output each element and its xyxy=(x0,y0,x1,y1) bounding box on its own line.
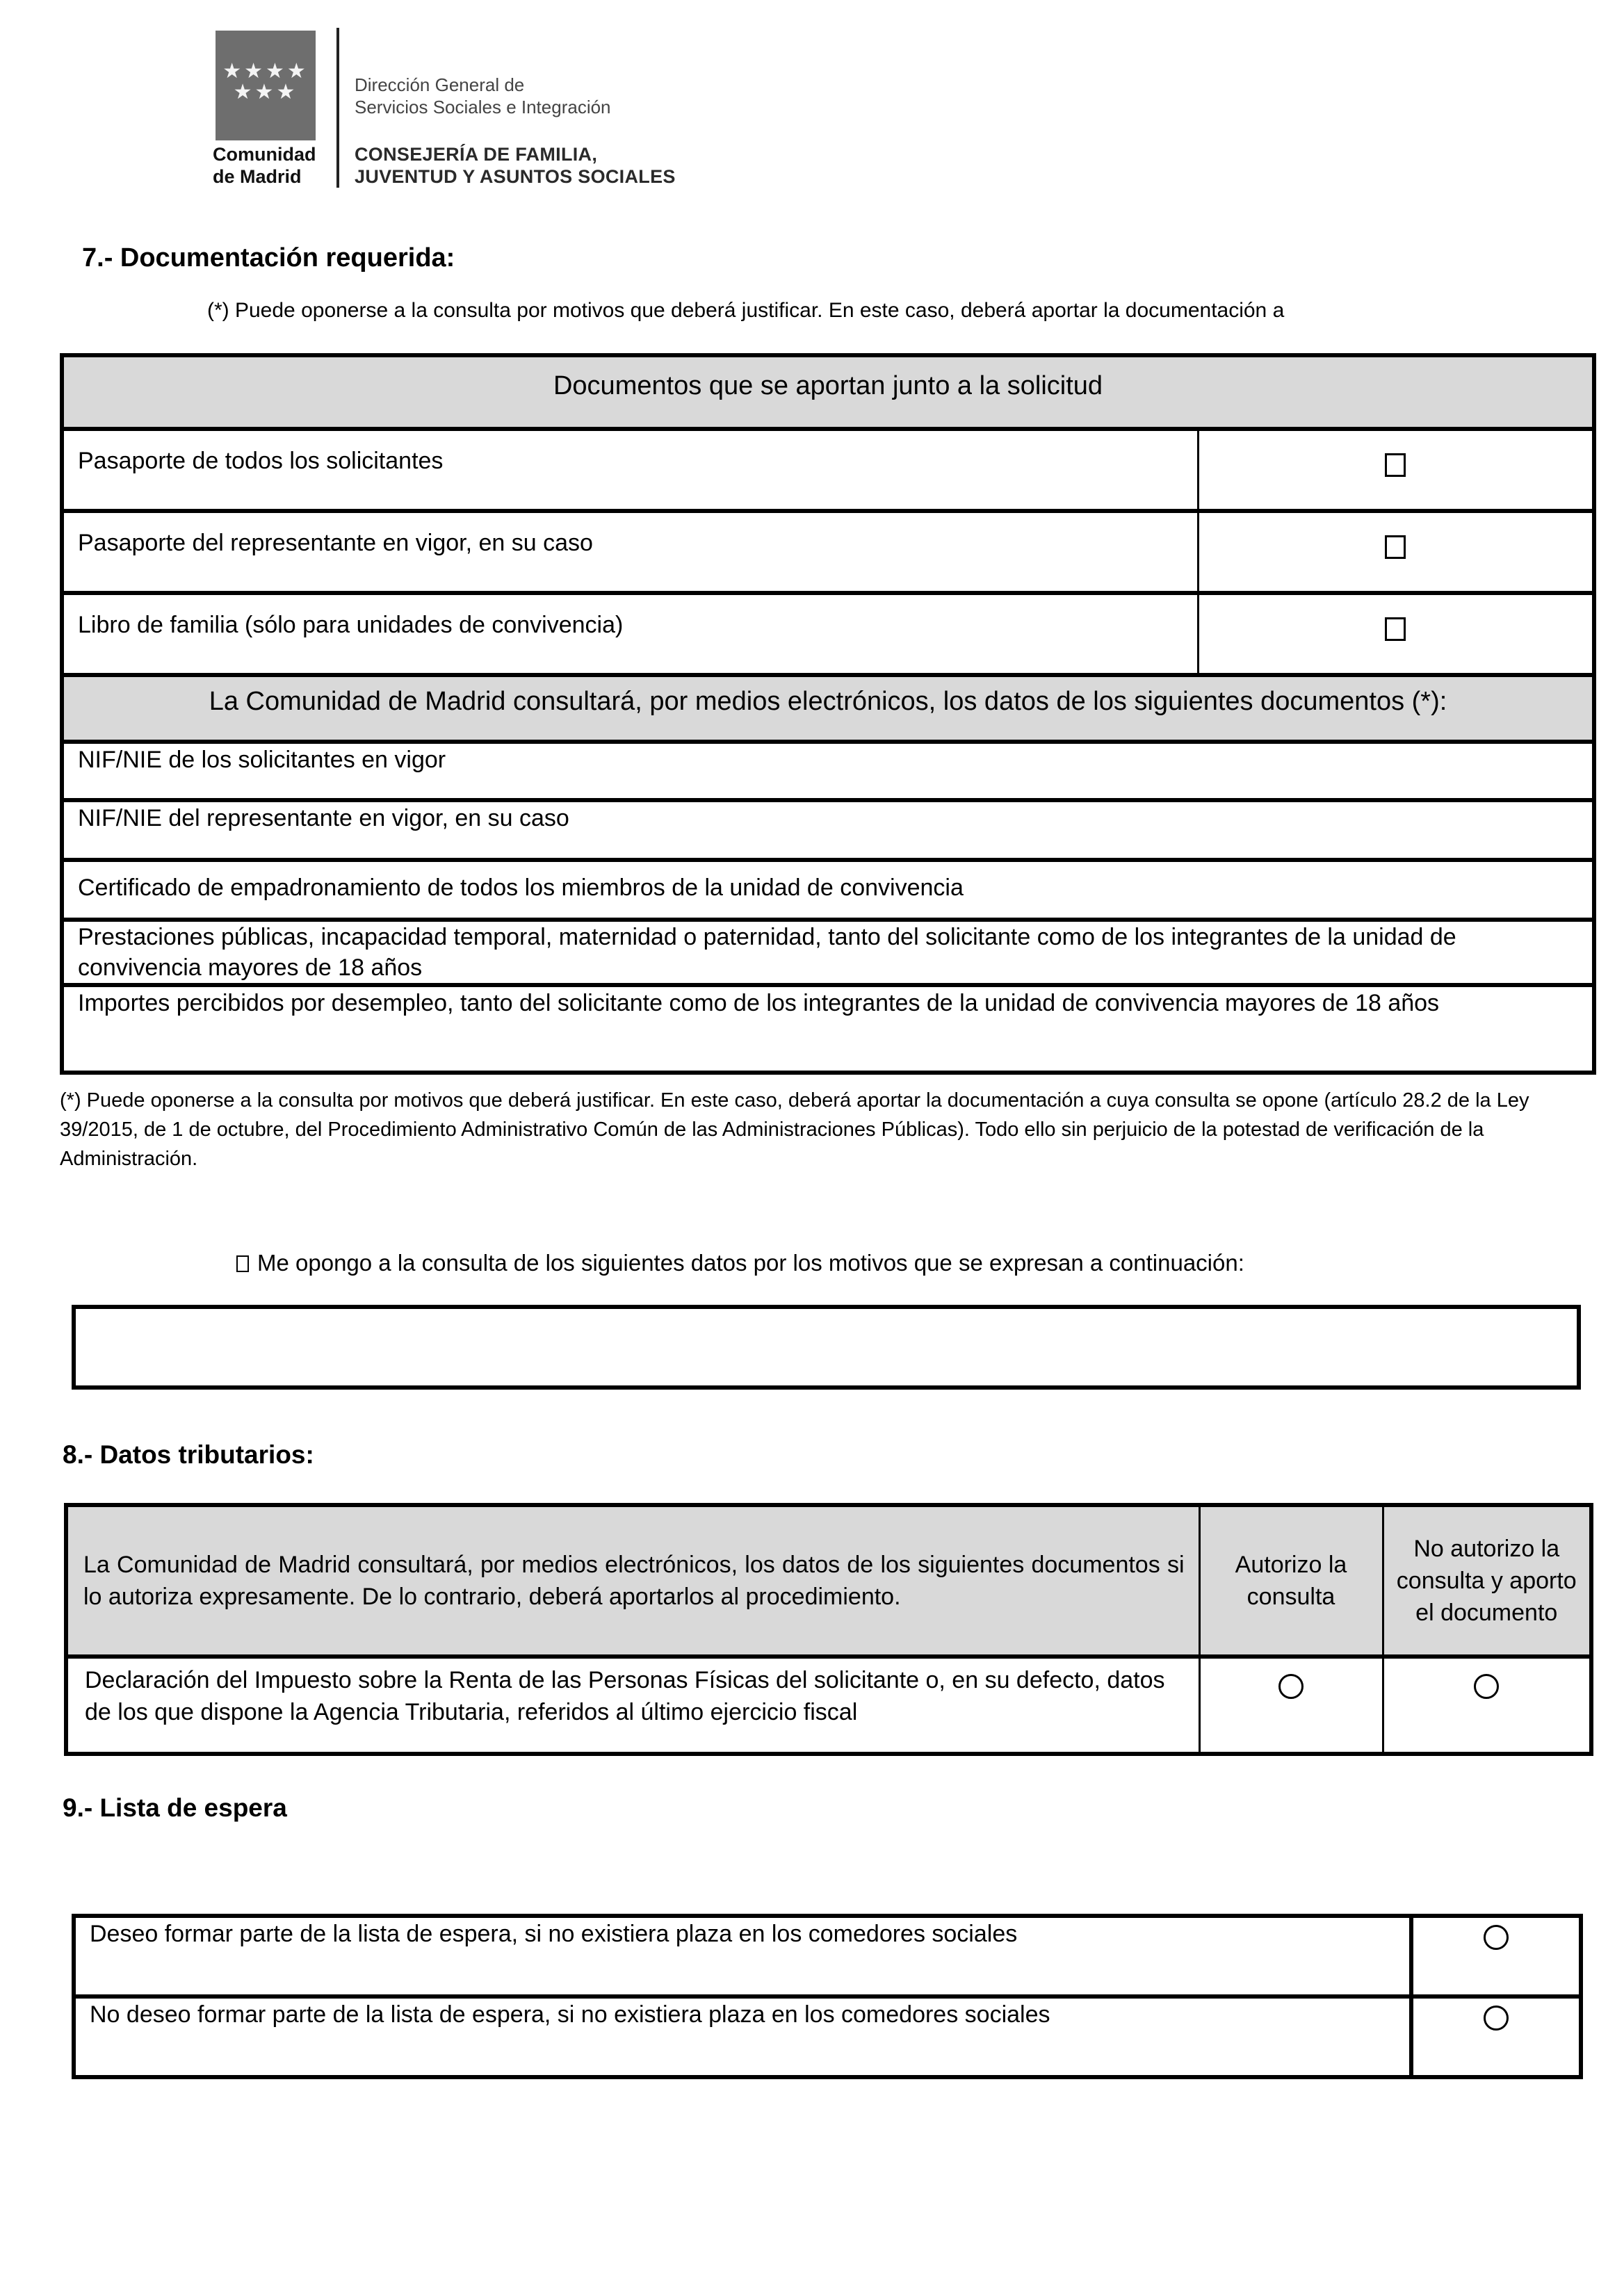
table-row xyxy=(62,429,1594,511)
waitlist-option-label: Deseo formar parte de la lista de espera, si no existiera plaza en los comedores sociales xyxy=(74,1916,1411,1996)
consejeria-line1: CONSEJERÍA DE FAMILIA, xyxy=(355,144,598,165)
table-row xyxy=(74,1916,1581,1996)
logo-name-line2: de Madrid xyxy=(213,166,302,187)
star-icons xyxy=(216,61,316,103)
section7-footnote: (*) Puede oponerse a la consulta por motivos que deberá justificar. En este caso, deberá aportar la documentación a cuya consulta se opone (artículo 28.2 de la Ley 39/2015, de 1 de octubre, del Procedimiento Administrativo Común de las Administraciones Públicas). Todo ello sin perjuicio de la potestad de verificación de la Administración. xyxy=(60,1089,1529,1170)
not-authorize-cell xyxy=(1383,1657,1591,1754)
table-row xyxy=(74,1996,1581,2077)
logo-name xyxy=(213,143,324,188)
authorize-radio[interactable] xyxy=(1278,1674,1304,1699)
family-book-checkbox[interactable] xyxy=(1385,617,1406,641)
section7-intro-note: (*) Puede oponerse a la consulta por motivos que deberá justificar. En este caso, deberá aportar la documentación a xyxy=(207,299,1285,322)
consejeria-line2: JUVENTUD Y ASUNTOS SOCIALES xyxy=(355,166,676,187)
not-authorize-radio[interactable] xyxy=(1474,1674,1499,1699)
table-row xyxy=(62,742,1594,800)
opposition-label: Me opongo a la consulta de los siguientes datos por los motivos que se expresan a continuación: xyxy=(257,1250,1244,1276)
stars-row-1: ★★★★ xyxy=(222,60,309,83)
join-waitlist-radio[interactable] xyxy=(1484,1925,1509,1950)
waitlist-option-label: No deseo formar parte de la lista de espera, si no existiera plaza en los comedores sociales xyxy=(74,1996,1411,2077)
passport-representative-checkbox[interactable] xyxy=(1385,535,1406,559)
consulted-doc: NIF/NIE de los solicitantes en vigor xyxy=(62,742,1594,800)
logo-divider xyxy=(336,28,339,188)
consulted-docs-header: La Comunidad de Madrid consultará, por medios electrónicos, los datos de los siguientes documentos (*): xyxy=(62,675,1594,742)
table-row xyxy=(62,511,1594,593)
tax-row-text: Declaración del Impuesto sobre la Renta de las Personas Físicas del solicitante o, en su defecto, datos de los que dispone la Agencia Tributaria, referidos al último ejercicio fiscal xyxy=(66,1657,1199,1754)
doc-label: Pasaporte de todos los solicitantes xyxy=(62,429,1198,511)
table-row xyxy=(62,800,1594,860)
section7-title: 7.- Documentación requerida: xyxy=(82,243,455,272)
doc-checkbox-cell xyxy=(1198,593,1594,675)
opposition-option xyxy=(236,1250,1244,1276)
stars-row-2: ★★★ xyxy=(233,81,298,104)
documents-table xyxy=(60,353,1596,1075)
table-row xyxy=(62,985,1594,1073)
doc-checkbox-cell xyxy=(1198,511,1594,593)
department-name xyxy=(355,74,611,118)
table-row xyxy=(66,1657,1591,1754)
authorize-cell xyxy=(1199,1657,1383,1754)
consulted-doc: Importes percibidos por desempleo, tanto del solicitante como de los integrantes de la unidad de convivencia mayores de 18 años xyxy=(62,985,1594,1073)
waitlist-radio-cell xyxy=(1411,1996,1581,2077)
consulted-doc: Certificado de empadronamiento de todos los miembros de la unidad de convivencia xyxy=(62,860,1594,920)
waitlist-table xyxy=(72,1914,1583,2079)
waitlist-radio-cell xyxy=(1411,1916,1581,1996)
consejeria-name xyxy=(355,143,676,188)
consulted-doc: Prestaciones públicas, incapacidad temporal, maternidad o paternidad, tanto del solicitante como de los integrantes de la unidad de convivencia mayores de 18 años xyxy=(62,920,1594,985)
tax-header-text: La Comunidad de Madrid consultará, por medios electrónicos, los datos de los siguientes documentos si lo autoriza expresamente. De lo contrario, deberá aportarlos al procedimiento. xyxy=(66,1505,1199,1657)
logo-name-line1: Comunidad xyxy=(213,144,316,165)
table-row xyxy=(62,920,1594,985)
tax-data-table xyxy=(64,1503,1593,1756)
provided-docs-header: Documentos que se aportan junto a la solicitud xyxy=(62,355,1594,429)
section9-title: 9.- Lista de espera xyxy=(63,1793,287,1822)
opposition-checkbox[interactable] xyxy=(236,1255,249,1272)
col-not-authorize-header: No autorizo la consulta y aporto el documento xyxy=(1383,1505,1591,1657)
doc-checkbox-cell xyxy=(1198,429,1594,511)
department-line1: Dirección General de xyxy=(355,74,525,95)
section8-title: 8.- Datos tributarios: xyxy=(63,1440,314,1469)
doc-label: Libro de familia (sólo para unidades de convivencia) xyxy=(62,593,1198,675)
passport-applicants-checkbox[interactable] xyxy=(1385,453,1406,477)
opposition-reasons-field[interactable] xyxy=(72,1305,1581,1390)
table-row xyxy=(62,593,1594,675)
department-line2: Servicios Sociales e Integración xyxy=(355,97,611,117)
table-row xyxy=(62,860,1594,920)
doc-label: Pasaporte del representante en vigor, en su caso xyxy=(62,511,1198,593)
decline-waitlist-radio[interactable] xyxy=(1484,2006,1509,2031)
consulted-doc: NIF/NIE del representante en vigor, en su caso xyxy=(62,800,1594,860)
col-authorize-header: Autorizo la consulta xyxy=(1199,1505,1383,1657)
